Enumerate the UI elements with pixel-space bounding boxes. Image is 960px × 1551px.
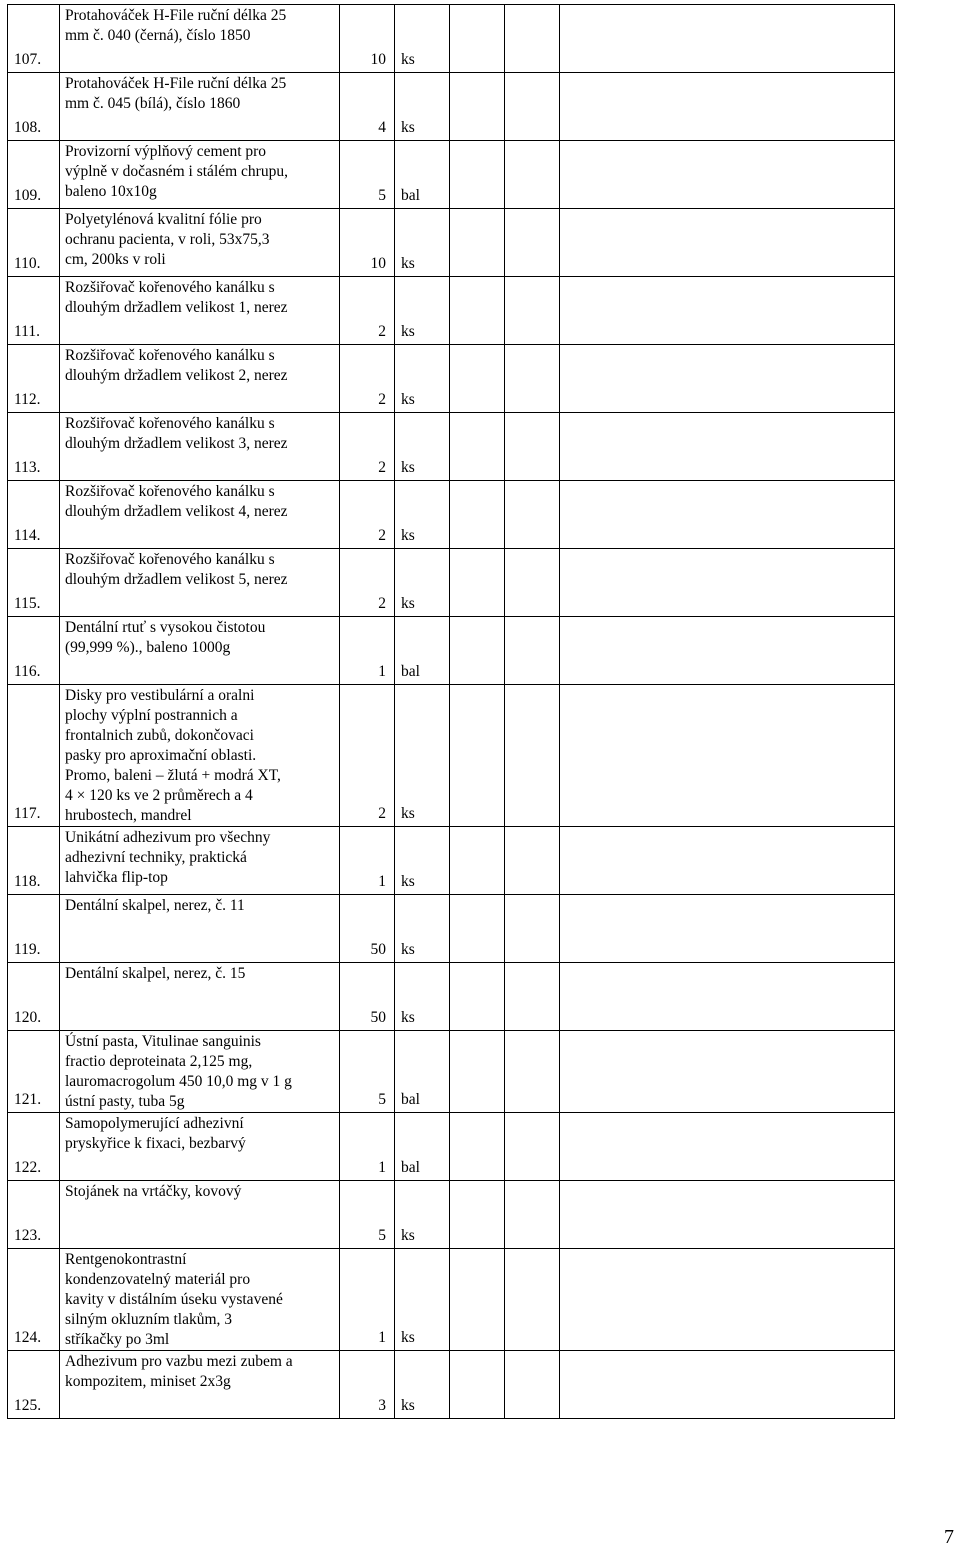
item-number: 108.	[8, 73, 60, 141]
item-unit: ks	[395, 1249, 450, 1351]
empty-cell	[450, 141, 505, 209]
item-description: Protahováček H-File ruční délka 25 mm č. 045 (bílá), číslo 1860	[60, 73, 340, 141]
table-row	[8, 481, 895, 549]
empty-cell	[450, 5, 505, 73]
table-row	[8, 1249, 895, 1351]
empty-cell	[560, 413, 895, 481]
empty-cell	[560, 617, 895, 685]
empty-cell	[560, 481, 895, 549]
item-unit: ks	[395, 413, 450, 481]
empty-cell	[505, 5, 560, 73]
item-number: 113.	[8, 413, 60, 481]
item-quantity: 10	[340, 5, 395, 73]
empty-cell	[450, 617, 505, 685]
item-quantity: 50	[340, 963, 395, 1031]
item-number: 116.	[8, 617, 60, 685]
empty-cell	[450, 1351, 505, 1419]
item-quantity: 10	[340, 209, 395, 277]
item-quantity: 4	[340, 73, 395, 141]
empty-cell	[560, 1181, 895, 1249]
empty-cell	[560, 895, 895, 963]
item-unit: ks	[395, 549, 450, 617]
empty-cell	[450, 413, 505, 481]
empty-cell	[505, 549, 560, 617]
item-quantity: 5	[340, 141, 395, 209]
table-row	[8, 1181, 895, 1249]
empty-cell	[450, 895, 505, 963]
item-description: Rozšiřovač kořenového kanálku s dlouhým držadlem velikost 5, nerez	[60, 549, 340, 617]
empty-cell	[560, 685, 895, 827]
item-quantity: 2	[340, 481, 395, 549]
empty-cell	[450, 277, 505, 345]
item-description: Protahováček H-File ruční délka 25 mm č. 040 (černá), číslo 1850	[60, 5, 340, 73]
item-unit: ks	[395, 963, 450, 1031]
item-number: 118.	[8, 827, 60, 895]
table-row	[8, 895, 895, 963]
empty-cell	[450, 1249, 505, 1351]
item-quantity: 2	[340, 345, 395, 413]
empty-cell	[560, 549, 895, 617]
empty-cell	[450, 1113, 505, 1181]
table-row	[8, 277, 895, 345]
empty-cell	[450, 481, 505, 549]
empty-cell	[560, 963, 895, 1031]
empty-cell	[505, 685, 560, 827]
empty-cell	[450, 345, 505, 413]
item-description: Dentální skalpel, nerez, č. 15	[60, 963, 340, 1031]
empty-cell	[505, 1181, 560, 1249]
item-description: Rozšiřovač kořenového kanálku s dlouhým držadlem velikost 2, nerez	[60, 345, 340, 413]
empty-cell	[560, 141, 895, 209]
item-description: Stojánek na vrtáčky, kovový	[60, 1181, 340, 1249]
empty-cell	[560, 73, 895, 141]
empty-cell	[560, 277, 895, 345]
item-quantity: 50	[340, 895, 395, 963]
table-row	[8, 827, 895, 895]
item-number: 121.	[8, 1031, 60, 1113]
table-row	[8, 617, 895, 685]
item-description: Polyetylénová kvalitní fólie pro ochranu pacienta, v roli, 53x75,3 cm, 200ks v roli	[60, 209, 340, 277]
item-number: 125.	[8, 1351, 60, 1419]
item-description: Rozšiřovač kořenového kanálku s dlouhým držadlem velikost 4, nerez	[60, 481, 340, 549]
item-number: 119.	[8, 895, 60, 963]
empty-cell	[505, 827, 560, 895]
empty-cell	[450, 1181, 505, 1249]
item-description: Samopolymerující adhezivní pryskyřice k fixaci, bezbarvý	[60, 1113, 340, 1181]
item-description: Disky pro vestibulární a oralni plochy výplní postrannich a frontalnich zubů, dokončovaci pasky pro aproximační oblasti. Promo, baleni – žlutá + modrá XT, 4 × 120 ks ve 2 průměrech a 4 hrubostech, mandrel	[60, 685, 340, 827]
table-row	[8, 5, 895, 73]
empty-cell	[505, 141, 560, 209]
item-quantity: 2	[340, 413, 395, 481]
item-number: 107.	[8, 5, 60, 73]
item-description: Dentální skalpel, nerez, č. 11	[60, 895, 340, 963]
empty-cell	[560, 345, 895, 413]
items-table-body	[8, 5, 895, 1419]
item-quantity: 1	[340, 1249, 395, 1351]
empty-cell	[450, 827, 505, 895]
page-number: 7	[944, 1526, 954, 1548]
item-description: Rozšiřovač kořenového kanálku s dlouhým držadlem velikost 1, nerez	[60, 277, 340, 345]
item-unit: ks	[395, 345, 450, 413]
item-number: 120.	[8, 963, 60, 1031]
empty-cell	[505, 277, 560, 345]
empty-cell	[560, 209, 895, 277]
empty-cell	[505, 617, 560, 685]
table-row	[8, 73, 895, 141]
empty-cell	[505, 481, 560, 549]
table-row	[8, 345, 895, 413]
empty-cell	[560, 1031, 895, 1113]
table-row	[8, 1113, 895, 1181]
item-number: 111.	[8, 277, 60, 345]
item-quantity: 3	[340, 1351, 395, 1419]
table-row	[8, 1031, 895, 1113]
item-unit: ks	[395, 685, 450, 827]
item-unit: ks	[395, 481, 450, 549]
item-number: 110.	[8, 209, 60, 277]
empty-cell	[505, 1031, 560, 1113]
empty-cell	[505, 1113, 560, 1181]
empty-cell	[560, 5, 895, 73]
table-row	[8, 549, 895, 617]
empty-cell	[450, 963, 505, 1031]
empty-cell	[560, 1249, 895, 1351]
item-quantity: 5	[340, 1181, 395, 1249]
empty-cell	[450, 549, 505, 617]
empty-cell	[450, 1031, 505, 1113]
item-unit: bal	[395, 1031, 450, 1113]
items-table	[7, 4, 895, 1419]
item-description: Ústní pasta, Vitulinae sanguinis fractio deproteinata 2,125 mg, lauromacrogolum 450 10,0 mg v 1 g ústní pasty, tuba 5g	[60, 1031, 340, 1113]
table-row	[8, 685, 895, 827]
empty-cell	[450, 685, 505, 827]
empty-cell	[505, 1249, 560, 1351]
empty-cell	[560, 827, 895, 895]
table-row	[8, 963, 895, 1031]
empty-cell	[505, 963, 560, 1031]
item-unit: bal	[395, 617, 450, 685]
item-quantity: 2	[340, 685, 395, 827]
empty-cell	[505, 209, 560, 277]
item-description: Rozšiřovač kořenového kanálku s dlouhým držadlem velikost 3, nerez	[60, 413, 340, 481]
table-row	[8, 413, 895, 481]
item-quantity: 2	[340, 549, 395, 617]
item-number: 122.	[8, 1113, 60, 1181]
item-quantity: 1	[340, 1113, 395, 1181]
item-description: Provizorní výplňový cement pro výplně v dočasném i stálém chrupu, baleno 10x10g	[60, 141, 340, 209]
table-row	[8, 141, 895, 209]
item-unit: ks	[395, 1181, 450, 1249]
item-unit: ks	[395, 895, 450, 963]
item-number: 109.	[8, 141, 60, 209]
item-quantity: 1	[340, 617, 395, 685]
item-quantity: 1	[340, 827, 395, 895]
empty-cell	[450, 73, 505, 141]
empty-cell	[505, 345, 560, 413]
item-quantity: 2	[340, 277, 395, 345]
item-unit: ks	[395, 827, 450, 895]
item-unit: ks	[395, 5, 450, 73]
item-number: 114.	[8, 481, 60, 549]
item-number: 115.	[8, 549, 60, 617]
empty-cell	[505, 413, 560, 481]
empty-cell	[560, 1113, 895, 1181]
item-number: 112.	[8, 345, 60, 413]
empty-cell	[505, 73, 560, 141]
table-row	[8, 1351, 895, 1419]
item-description: Adhezivum pro vazbu mezi zubem a kompozitem, miniset 2x3g	[60, 1351, 340, 1419]
item-unit: ks	[395, 1351, 450, 1419]
item-quantity: 5	[340, 1031, 395, 1113]
item-number: 117.	[8, 685, 60, 827]
table-row	[8, 209, 895, 277]
item-description: Rentgenokontrastní kondenzovatelný materiál pro kavity v distálním úseku vystavené silným okluzním tlakům, 3 stříkačky po 3ml	[60, 1249, 340, 1351]
item-unit: bal	[395, 1113, 450, 1181]
item-description: Unikátní adhezivum pro všechny adhezivní techniky, praktická lahvička flip-top	[60, 827, 340, 895]
item-unit: ks	[395, 73, 450, 141]
item-unit: ks	[395, 209, 450, 277]
item-number: 123.	[8, 1181, 60, 1249]
empty-cell	[505, 1351, 560, 1419]
item-unit: ks	[395, 277, 450, 345]
item-description: Dentální rtuť s vysokou čistotou (99,999 %)., baleno 1000g	[60, 617, 340, 685]
empty-cell	[560, 1351, 895, 1419]
empty-cell	[505, 895, 560, 963]
item-unit: bal	[395, 141, 450, 209]
item-number: 124.	[8, 1249, 60, 1351]
empty-cell	[450, 209, 505, 277]
